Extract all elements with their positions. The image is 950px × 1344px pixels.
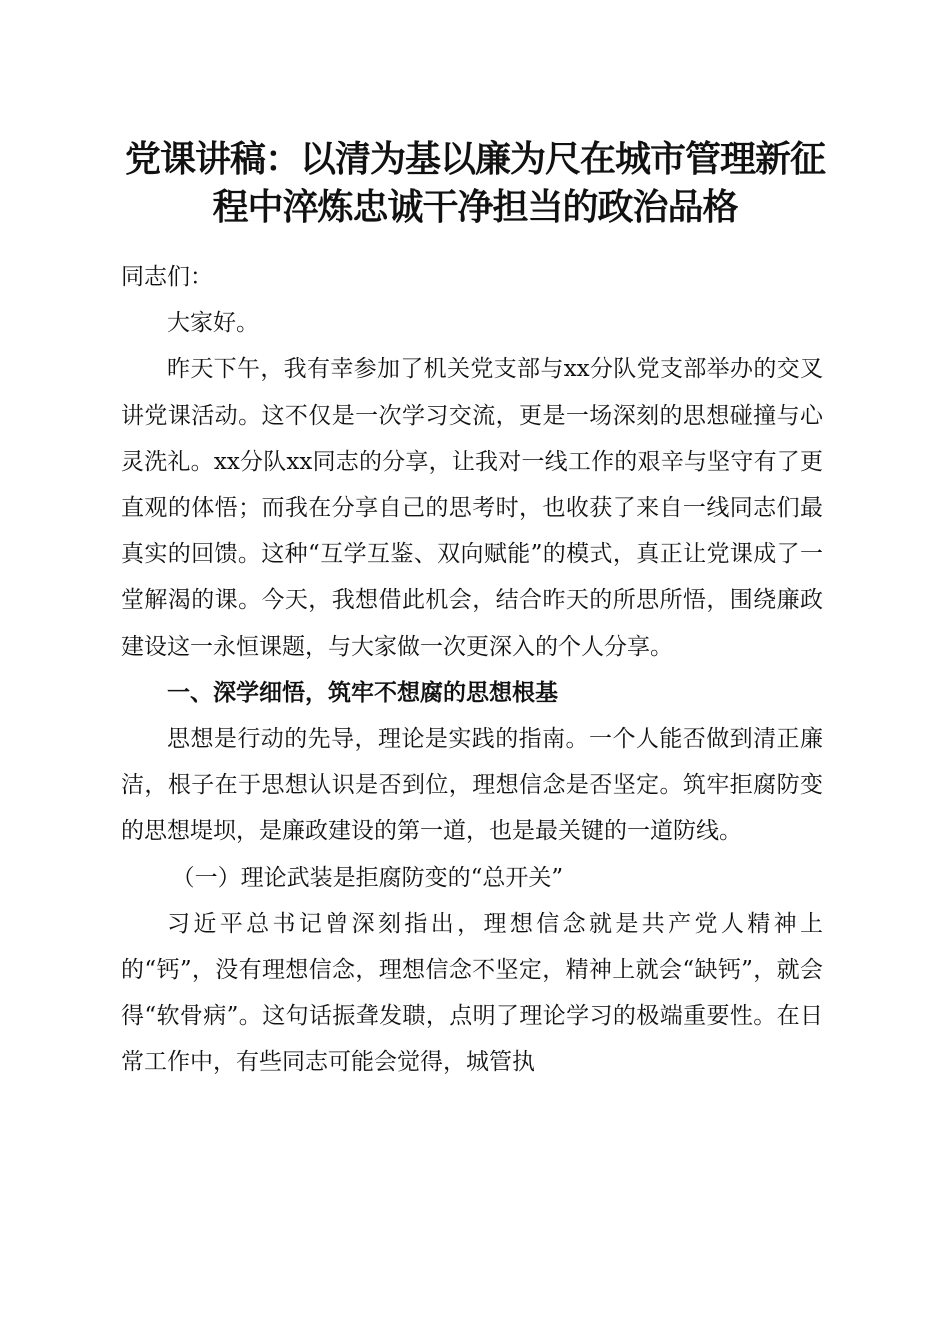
document-title	[110, 136, 840, 232]
section-heading-1: 一、深学细悟，筑牢不想腐的思想根基	[167, 679, 558, 706]
paragraph-section-1: 思想是行动的先导，理论是实践的指南。一个人能否做到清正廉洁，根子在于思想认识是否到位，理想信念是否坚定。筑牢拒腐防变的思想堤坝，是廉政建设的第一道，也是最关键的一道防线。	[121, 726, 823, 845]
title-line-2: 程中淬炼忠诚干净担当的政治品格	[212, 187, 738, 228]
subsection-heading-1: （一）理论武装是拒腐防变的“总开关”	[171, 864, 564, 891]
salutation: 同志们：	[121, 264, 213, 290]
title-line-1: 党课讲稿：以清为基以廉为尺在城市管理新征	[124, 139, 825, 180]
greeting: 大家好。	[167, 310, 259, 337]
paragraph-subsection-1: 习近平总书记曾深刻指出，理想信念就是共产党人精神上的“钙”，没有理想信念，理想信念不坚定，精神上就会“缺钙”，就会得“软骨病”。这句话振聋发聩，点明了理论学习的极端重要性。在日常工作中，有些同志可能会觉得，城管执	[121, 910, 823, 1076]
paragraph-intro: 昨天下午，我有幸参加了机关党支部与xx分队党支部举办的交叉讲党课活动。这不仅是一次学习交流，更是一场深刻的思想碰撞与心灵洗礼。xx分队xx同志的分享，让我对一线工作的艰辛与坚守有了更直观的体悟；而我在分享自己的思考时，也收获了来自一线同志们最真实的回馈。这种“互学互鉴、双向赋能”的模式，真正让党课成了一堂解渴的课。今天，我想借此机会，结合昨天的所思所悟，围绕廉政建设这一永恒课题，与大家做一次更深入的个人分享。	[121, 356, 823, 660]
document-body	[121, 254, 823, 1086]
